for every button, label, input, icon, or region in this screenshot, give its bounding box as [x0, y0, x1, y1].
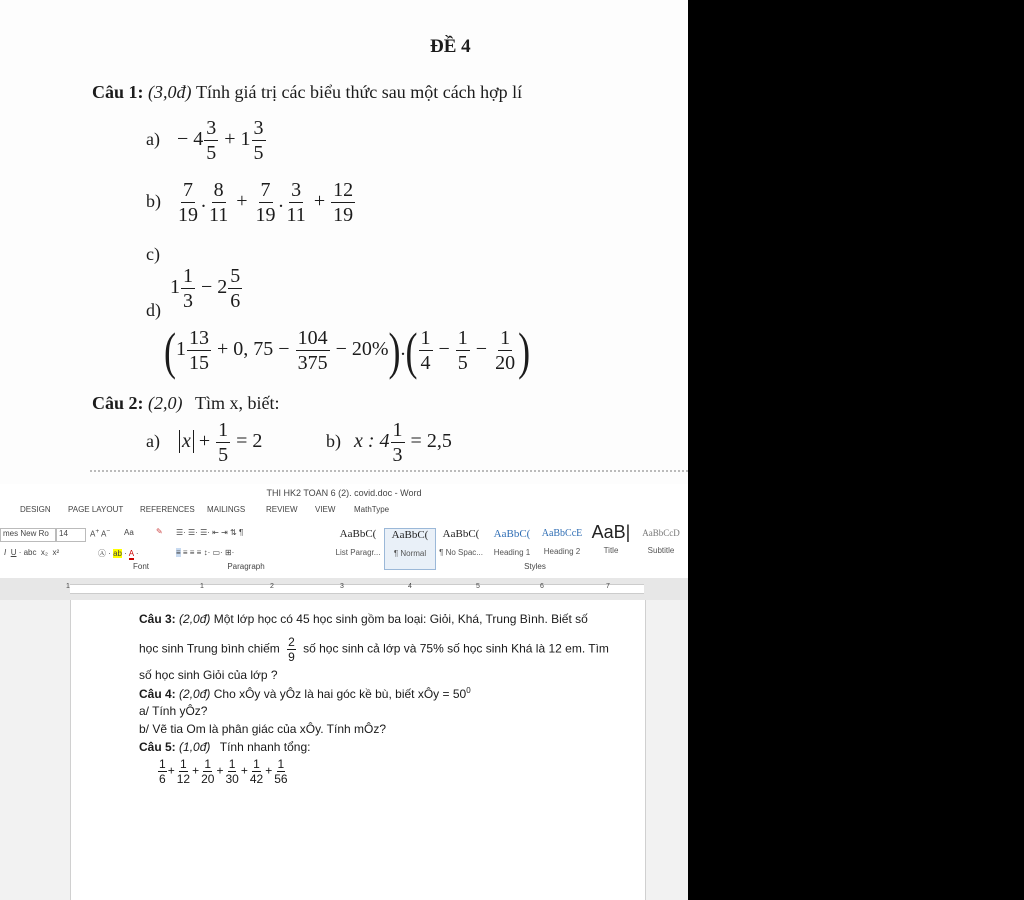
- change-case-button[interactable]: Aa: [124, 528, 134, 537]
- q1d-whole2: 2: [217, 276, 228, 299]
- q5-term-3: $\frac{1}{20}$: [201, 757, 215, 786]
- q1e-frac4: $\frac{1}{5}$: [457, 327, 468, 374]
- q1e-term2: − 20%: [335, 338, 389, 361]
- format-icons[interactable]: I U · abc x₂ x²: [4, 548, 60, 557]
- q5-label: Câu 5:: [139, 740, 176, 754]
- q4-line: [139, 686, 471, 701]
- q2-label: Câu 2:: [92, 393, 144, 413]
- ruler-strip: [70, 584, 644, 594]
- q1a-label: a): [146, 129, 160, 150]
- q1b-label: b): [146, 191, 161, 212]
- photo-exam-sheet: [0, 0, 688, 484]
- q1e-minus1: −: [438, 338, 450, 361]
- q3-text1: Một lớp học có 45 học sinh gồm ba loại: Giỏi, Khá, Trung Bình. Biết số: [213, 612, 588, 626]
- q5-plus-1: +: [167, 763, 175, 778]
- style-heading-2[interactable]: AaBbCcE Heading 2: [541, 528, 583, 556]
- q5-term-2: $\frac{1}{12}$: [176, 757, 191, 786]
- q5-plus-4: +: [240, 763, 248, 778]
- style-normal[interactable]: AaBbC( ¶ Normal: [384, 528, 436, 570]
- font-name-box[interactable]: mes New Ro: [0, 528, 56, 542]
- q5-plus-3: +: [216, 763, 224, 778]
- style-subtitle[interactable]: AaBbCcD Subtitle: [642, 528, 680, 555]
- q5-text: Tính nhanh tổng:: [219, 740, 311, 754]
- style-title[interactable]: AaB| Title: [591, 522, 631, 555]
- q1e-rparen2: ): [518, 321, 531, 380]
- q3-line2: [139, 636, 609, 663]
- q1a-frac2: $\frac{3}{5}$: [253, 117, 264, 164]
- ribbon: [0, 518, 688, 579]
- menu-review[interactable]: REVIEW: [266, 505, 298, 514]
- q2b-eq: = 2,5: [410, 430, 452, 453]
- q5-term-5: $\frac{1}{42}$: [249, 757, 264, 786]
- ruler-mark-7: 7: [606, 583, 610, 590]
- q5-sum: [157, 758, 290, 785]
- page-gutter-right: [644, 600, 688, 900]
- q4-label: Câu 4:: [139, 687, 176, 701]
- q2b-frac: $\frac{1}{3}$: [392, 419, 403, 466]
- q4-part-b: b/ Vẽ tia Om là phân giác của xÔy. Tính mÔz?: [139, 722, 387, 736]
- q1a-frac1: $\frac{3}{5}$: [206, 117, 217, 164]
- grow-font-icon[interactable]: A+ A−: [90, 528, 111, 539]
- ruler-mark-2: 2: [270, 583, 274, 590]
- q2a-abs: x: [179, 430, 194, 453]
- q3-text2a: học sinh Trung bình chiếm: [139, 641, 280, 656]
- q2a-label: a): [146, 431, 160, 452]
- clear-format-icon[interactable]: ✎: [156, 527, 163, 536]
- q1e-lparen2: (: [405, 321, 418, 380]
- q1e-dot: .: [400, 338, 406, 361]
- q1a-whole2: 1: [240, 128, 251, 151]
- q4-degree: 0: [466, 686, 471, 695]
- q1e-frac2: $\frac{104}{375}$: [297, 327, 328, 374]
- q5-term-6: $\frac{1}{56}$: [274, 757, 288, 786]
- q1b-expr: [146, 180, 356, 225]
- q2a-expr: [146, 420, 262, 465]
- ruler-mark-left: 1: [66, 583, 70, 590]
- q3-line3: số học sinh Giỏi của lớp ?: [139, 668, 278, 682]
- exam-heading: ĐỀ 4: [430, 36, 471, 57]
- q1e-minus2: −: [475, 338, 488, 361]
- q2-text: Tìm x, biết:: [195, 393, 280, 413]
- q4-part-a: a/ Tính yÔz?: [139, 704, 208, 718]
- black-margin: [688, 0, 1024, 900]
- q2b-expr: [326, 420, 452, 465]
- q1b-frac2: $\frac{8}{11}$: [209, 179, 229, 226]
- q1-points: (3,0đ): [148, 82, 192, 102]
- ruler-mark-3: 3: [340, 583, 344, 590]
- q2b-label: b): [326, 431, 341, 452]
- q1c-label: c): [146, 244, 160, 264]
- q1b-plus1: +: [236, 190, 248, 213]
- ruler[interactable]: [0, 578, 688, 600]
- q1-line: [92, 82, 522, 103]
- group-styles-label: Styles: [524, 562, 546, 571]
- font-size-box[interactable]: 14: [56, 528, 86, 542]
- menu-design[interactable]: DESIGN: [20, 505, 51, 514]
- ruler-mark-5: 5: [476, 583, 480, 590]
- menu-view[interactable]: VIEW: [315, 505, 336, 514]
- q2a-eq: = 2: [236, 430, 263, 453]
- style-heading-1[interactable]: AaBbC( Heading 1: [493, 528, 531, 557]
- q1e-frac3: $\frac{1}{4}$: [420, 327, 431, 374]
- title-bar: THI HK2 TOAN 6 (2). covid.doc - Word: [0, 484, 688, 502]
- q5-term-1: $\frac{1}{6}$: [159, 757, 166, 786]
- q1e-lparen: (: [164, 321, 176, 380]
- q3-text2b: số học sinh cả lớp và 75% số học sinh Khá là 12 em. Tìm: [303, 641, 609, 656]
- cut-line: [90, 470, 688, 475]
- q1a-expr: [146, 118, 267, 163]
- q2a-plus: +: [198, 430, 211, 453]
- group-paragraph-label: Paragraph: [227, 562, 265, 571]
- q2b-pre: x : 4: [354, 430, 390, 453]
- q1d-frac2: $\frac{5}{6}$: [230, 265, 241, 312]
- q1a-op: +: [224, 128, 236, 151]
- q1e-frac5: $\frac{1}{20}$: [495, 327, 516, 374]
- q5-line: [139, 740, 310, 754]
- menu-mailings[interactable]: MAILINGS: [207, 505, 246, 514]
- q1b-frac4: $\frac{3}{11}$: [286, 179, 306, 226]
- page-gutter-left: [0, 600, 70, 900]
- q1e-expr: [164, 321, 531, 380]
- q1-text: Tính giá trị các biểu thức sau một cách hợp lí: [196, 82, 523, 102]
- q1b-frac3: $\frac{7}{19}$: [255, 179, 276, 226]
- q1e-term1: + 0, 75 −: [217, 338, 290, 361]
- style-list-paragraph[interactable]: AaBbC( List Paragr...: [335, 528, 381, 557]
- q4-text: Cho xÔy và yÔz là hai góc kề bù, biết xÔy = 50: [213, 687, 467, 701]
- q1a-whole1: 4: [193, 128, 204, 151]
- q1e-rparen: ): [388, 321, 401, 380]
- q1b-frac1: $\frac{7}{19}$: [178, 179, 198, 226]
- q5-term-4: $\frac{1}{30}$: [225, 757, 239, 786]
- q3-points: (2,0đ): [179, 612, 211, 626]
- q5-points: (1,0đ): [179, 740, 211, 754]
- q2-line: [92, 393, 280, 414]
- q1b-dot2: .: [278, 190, 284, 213]
- ruler-mark-4: 4: [408, 583, 412, 590]
- document-page[interactable]: [70, 600, 646, 900]
- q1d-minus: −: [201, 276, 213, 299]
- ruler-mark-1: 1: [200, 583, 204, 590]
- q1b-dot1: .: [201, 190, 206, 213]
- q3-frac: $\frac{2}{9}$: [288, 635, 295, 664]
- q1d-label: d): [146, 300, 161, 320]
- q2-points: (2,0): [148, 393, 183, 413]
- q1a-sign: −: [176, 128, 189, 151]
- ruler-mark-6: 6: [540, 583, 544, 590]
- q4-points: (2,0đ): [179, 687, 211, 701]
- bullets-icon[interactable]: ☰· ☰· ☰· ⇤ ⇥ ⇅ ¶: [176, 528, 244, 537]
- q1d-expr: [170, 266, 243, 311]
- menu-mathtype[interactable]: MathType: [354, 505, 390, 514]
- text-effects-icon[interactable]: Ⓐ · ab · A ·: [98, 549, 139, 558]
- q1b-frac5: $\frac{12}{19}$: [333, 179, 354, 226]
- q5-plus-5: +: [265, 763, 273, 778]
- q1d-frac1: $\frac{1}{3}$: [183, 265, 193, 312]
- q3-line1: [139, 612, 588, 626]
- menu-bar: [0, 502, 688, 518]
- q2a-frac: $\frac{1}{5}$: [218, 419, 229, 466]
- q5-plus-2: +: [192, 763, 200, 778]
- align-icons[interactable]: ≡ ≡ ≡ ≡ ↕· ▭· ⊞·: [176, 548, 235, 557]
- word-window: [0, 484, 688, 900]
- style-no-spacing[interactable]: AaBbC( ¶ No Spac...: [439, 528, 483, 557]
- q1b-plus2: +: [313, 190, 326, 213]
- q1e-whole1: 1: [176, 338, 186, 361]
- menu-references[interactable]: REFERENCES: [140, 505, 195, 514]
- group-font-label: Font: [132, 562, 149, 571]
- q3-label: Câu 3:: [139, 612, 176, 626]
- q1e-frac1: $\frac{13}{15}$: [189, 327, 209, 374]
- menu-page-layout[interactable]: PAGE LAYOUT: [68, 505, 124, 514]
- q1d-whole1: 1: [170, 276, 180, 299]
- q1-label: Câu 1:: [92, 82, 144, 102]
